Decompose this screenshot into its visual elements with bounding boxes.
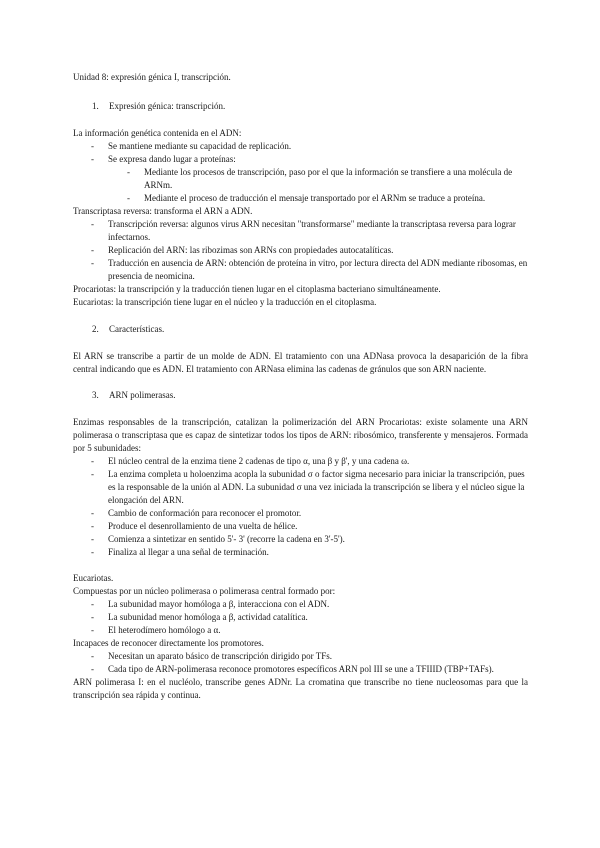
list-item: - La enzima completa u holoenzima acopla la subunidad σ o factor sigma necesario para iniciar la transcripción, pues es la responsable de la unión al ADN. La subunidad σ una vez iniciada la transcripción se libera y el núcleo sigue la elongación del ARN. — [73, 468, 528, 507]
list-item: - El heterodímero homólogo a α. — [73, 624, 528, 637]
section-2-title: Características. — [109, 324, 165, 334]
list-item: - Transcripción reversa: algunos virus ARN necesitan "transformarse" mediante la transcriptasa reversa para lograr infectarnos. — [73, 218, 528, 244]
section-1-heading — [92, 100, 528, 113]
reverse-transcriptase-intro: Transcriptasa reversa: transforma el ARN a ADN. — [73, 206, 253, 216]
eukaryotes-paragraph: Eucariotas: la transcripción tiene lugar en el núcleo y la traducción en el citoplasma. — [73, 297, 377, 307]
section-2-number: 2. — [92, 324, 99, 334]
section-3-title: ARN polimerasas. — [109, 390, 176, 400]
list-item: - Se mantiene mediante su capacidad de replicación. — [73, 140, 528, 153]
list-item: - Cada tipo de ARN-polimerasa reconoce promotores específicos ARN pol III se une a TFIIID (TBP+TAFs). — [73, 663, 528, 676]
section-3-intro: Enzimas responsables de la transcripción, catalizan la polimerización del ARN Procariotas: existe solamente una ARN polimerasa o transcriptasa que es capaz de sintetizar todos los tipos de ARN: ribosómico, transferente y mensajeros. Formada por 5 subunidades: — [73, 417, 528, 453]
sub-list-item: - Mediante el proceso de traducción el mensaje transportado por el ARNm se traduce a proteína. — [73, 192, 528, 205]
polymerase-1-paragraph: ARN polimerasa I: en el nucléolo, transcribe genes ADNr. La cromatina que transcribe no tiene nucleosomas para que la transcripción sea rápida y continua. — [73, 677, 528, 700]
document-title: Unidad 8: expresión génica I, transcripción. — [73, 72, 231, 82]
document-page — [73, 71, 528, 702]
section-1-list — [73, 140, 528, 205]
list-item: - Produce el desenrollamiento de una vuelta de hélice. — [73, 520, 528, 533]
section-1-title: Expresión génica: transcripción. — [109, 101, 226, 111]
eukaryotes-list — [73, 598, 528, 637]
list-item: - Se expresa dando lugar a proteínas: — [73, 153, 528, 166]
section-1-intro: La información genética contenida en el ADN: — [73, 128, 242, 138]
eukaryotes-intro: Compuestas por un núcleo polimerasa o polimerasa central formado por: — [73, 586, 336, 596]
reverse-transcriptase-list — [73, 218, 528, 283]
list-item: - Traducción en ausencia de ARN: obtención de proteína in vitro, por lectura directa del ADN mediante ribosomas, en presencia de neomicina. — [73, 257, 528, 283]
sub-list-item: - Mediante los procesos de transcripción, paso por el que la información se transfiere a una molécula de ARNm. — [73, 166, 528, 192]
list-item: - La subunidad menor homóloga a β, actividad catalítica. — [73, 611, 528, 624]
section-3-heading — [92, 389, 528, 402]
list-item: - Finaliza al llegar a una señal de terminación. — [73, 546, 528, 559]
incapable-list — [73, 650, 528, 676]
prokaryotes-paragraph: Procariotas: la transcripción y la traducción tienen lugar en el citoplasma bacteriano simultáneamente. — [73, 284, 441, 294]
eukaryotes-title: Eucariotas. — [73, 573, 114, 583]
list-item: - Cambio de conformación para reconocer el promotor. — [73, 507, 528, 520]
list-item: - Comienza a sintetizar en sentido 5'- 3' (recorre la cadena en 3'-5'). — [73, 533, 528, 546]
section-3-number: 3. — [92, 390, 99, 400]
list-item: - El núcleo central de la enzima tiene 2 cadenas de tipo α, una β y β', y una cadena ω. — [73, 455, 528, 468]
section-2-body: El ARN se transcribe a partir de un molde de ADN. El tratamiento con una ADNasa provoca la desaparición de la fibra central indicando que es ADN. El tratamiento con ARNasa elimina las cadenas de gránulos que son ARN naciente. — [73, 351, 528, 374]
section-1-number: 1. — [92, 101, 99, 111]
incapable-paragraph: Incapaces de reconocer directamente los promotores. — [73, 638, 264, 648]
list-item: - Replicación del ARN: las ribozimas son ARNs con propiedades autocatalíticas. — [73, 244, 528, 257]
section-3-list — [73, 455, 528, 559]
list-item: - Necesitan un aparato básico de transcripción dirigido por TFs. — [73, 650, 528, 663]
section-2-heading — [92, 323, 528, 336]
list-item: - La subunidad mayor homóloga a β, interacciona con el ADN. — [73, 598, 528, 611]
